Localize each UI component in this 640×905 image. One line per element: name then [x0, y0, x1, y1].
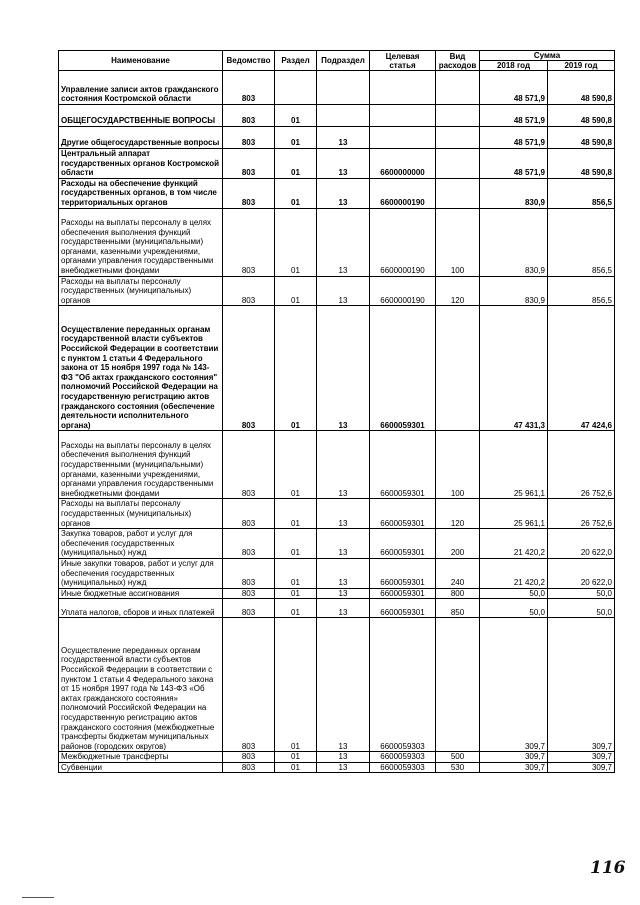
cell-target: 6600059301 [370, 306, 436, 431]
cell-name: ОБЩЕГОСУДАРСТВЕННЫЕ ВОПРОСЫ [59, 105, 223, 127]
table-row [59, 529, 615, 559]
cell-target [370, 127, 436, 149]
cell-target: 6600059301 [370, 588, 436, 599]
cell-expense-type: 200 [436, 529, 480, 559]
header-department: Ведомство [223, 51, 275, 71]
cell-section: 01 [275, 208, 317, 276]
cell-amount-2018: 47 431,3 [480, 306, 548, 431]
cell-target: 6600059301 [370, 431, 436, 499]
cell-subsection: 13 [317, 431, 370, 499]
cell-section: 01 [275, 618, 317, 752]
table-row [59, 71, 615, 105]
cell-amount-2018: 309,7 [480, 752, 548, 763]
cell-expense-type [436, 127, 480, 149]
table-row [59, 762, 615, 773]
cell-section: 01 [275, 599, 317, 618]
header-sum: Сумма [480, 51, 615, 61]
cell-amount-2019: 309,7 [548, 618, 615, 752]
table-body [59, 71, 615, 773]
cell-name: Расходы на выплаты персоналу государственных (муниципальных) органов [59, 276, 223, 306]
cell-department: 803 [223, 149, 275, 179]
cell-amount-2018: 48 571,9 [480, 71, 548, 105]
table-row [59, 105, 615, 127]
cell-amount-2018: 25 961,1 [480, 431, 548, 499]
cell-amount-2019: 26 752,6 [548, 431, 615, 499]
cell-expense-type: 120 [436, 276, 480, 306]
cell-target [370, 71, 436, 105]
header-subsection: Подраздел [317, 51, 370, 71]
cell-subsection: 13 [317, 762, 370, 773]
cell-expense-type: 850 [436, 599, 480, 618]
cell-section: 01 [275, 178, 317, 208]
cell-amount-2019: 856,5 [548, 208, 615, 276]
cell-name: Уплата налогов, сборов и иных платежей [59, 599, 223, 618]
cell-department: 803 [223, 558, 275, 588]
cell-expense-type [436, 71, 480, 105]
cell-subsection: 13 [317, 149, 370, 179]
cell-subsection: 13 [317, 499, 370, 529]
cell-department: 803 [223, 588, 275, 599]
cell-name: Расходы на обеспечение функций государственных органов, в том числе территориальных органов [59, 178, 223, 208]
cell-name: Расходы на выплаты персоналу государственных (муниципальных) органов [59, 499, 223, 529]
cell-name: Субвенции [59, 762, 223, 773]
cell-section: 01 [275, 276, 317, 306]
cell-section: 01 [275, 762, 317, 773]
cell-amount-2019: 48 590,8 [548, 71, 615, 105]
header-year-2019: 2019 год [548, 61, 615, 71]
cell-expense-type: 100 [436, 431, 480, 499]
cell-expense-type: 120 [436, 499, 480, 529]
cell-expense-type: 100 [436, 208, 480, 276]
cell-subsection: 13 [317, 588, 370, 599]
cell-section: 01 [275, 127, 317, 149]
cell-expense-type [436, 618, 480, 752]
header-year-2018: 2018 год [480, 61, 548, 71]
cell-target: 6600059303 [370, 752, 436, 763]
table-row [59, 599, 615, 618]
cell-expense-type: 240 [436, 558, 480, 588]
cell-expense-type [436, 105, 480, 127]
cell-name: Расходы на выплаты персоналу в целях обеспечения выполнения функций государственными (муниципальными) органами, казенными учреждениями, органами управления государственными внебюджетными фондами [59, 431, 223, 499]
cell-subsection: 13 [317, 599, 370, 618]
cell-section: 01 [275, 529, 317, 559]
cell-subsection: 13 [317, 306, 370, 431]
cell-name: Закупка товаров, работ и услуг для обеспечения государственных (муниципальных) нужд [59, 529, 223, 559]
cell-section: 01 [275, 499, 317, 529]
cell-expense-type: 530 [436, 762, 480, 773]
cell-amount-2018: 309,7 [480, 762, 548, 773]
cell-department: 803 [223, 752, 275, 763]
cell-section [275, 71, 317, 105]
cell-section: 01 [275, 588, 317, 599]
cell-target: 6600000000 [370, 149, 436, 179]
cell-subsection: 13 [317, 127, 370, 149]
cell-department: 803 [223, 762, 275, 773]
cell-amount-2018: 48 571,9 [480, 149, 548, 179]
cell-amount-2018: 309,7 [480, 618, 548, 752]
cell-section: 01 [275, 752, 317, 763]
cell-subsection: 13 [317, 276, 370, 306]
cell-subsection [317, 105, 370, 127]
table-row [59, 558, 615, 588]
table-row [59, 208, 615, 276]
cell-amount-2018: 50,0 [480, 588, 548, 599]
cell-department: 803 [223, 306, 275, 431]
cell-department: 803 [223, 529, 275, 559]
cell-amount-2019: 309,7 [548, 752, 615, 763]
table-row [59, 127, 615, 149]
cell-amount-2019: 48 590,8 [548, 149, 615, 179]
cell-department: 803 [223, 105, 275, 127]
cell-amount-2018: 48 571,9 [480, 105, 548, 127]
table-row [59, 618, 615, 752]
table-row [59, 752, 615, 763]
table-row [59, 499, 615, 529]
cell-name: Иные бюджетные ассигнования [59, 588, 223, 599]
cell-amount-2018: 830,9 [480, 178, 548, 208]
cell-amount-2019: 20 622,0 [548, 529, 615, 559]
cell-section: 01 [275, 306, 317, 431]
cell-name: Центральный аппарат государственных органов Костромской области [59, 149, 223, 179]
table-row [59, 306, 615, 431]
cell-section: 01 [275, 558, 317, 588]
cell-amount-2019: 856,5 [548, 276, 615, 306]
cell-department: 803 [223, 599, 275, 618]
cell-target: 6600059303 [370, 762, 436, 773]
cell-target: 6600059301 [370, 599, 436, 618]
cell-amount-2018: 21 420,2 [480, 529, 548, 559]
cell-amount-2018: 25 961,1 [480, 499, 548, 529]
cell-department: 803 [223, 618, 275, 752]
header-name: Наименование [59, 51, 223, 71]
header-section: Раздел [275, 51, 317, 71]
cell-department: 803 [223, 71, 275, 105]
cell-amount-2019: 50,0 [548, 588, 615, 599]
cell-amount-2019: 50,0 [548, 599, 615, 618]
cell-expense-type: 800 [436, 588, 480, 599]
footer-line [22, 897, 54, 898]
cell-target [370, 105, 436, 127]
cell-subsection: 13 [317, 208, 370, 276]
cell-target: 6600000190 [370, 208, 436, 276]
cell-amount-2018: 48 571,9 [480, 127, 548, 149]
cell-amount-2019: 856,5 [548, 178, 615, 208]
header-expense-type: Вид расходов [436, 51, 480, 71]
cell-amount-2018: 830,9 [480, 276, 548, 306]
cell-amount-2019: 48 590,8 [548, 127, 615, 149]
cell-subsection: 13 [317, 529, 370, 559]
cell-department: 803 [223, 127, 275, 149]
cell-name: Расходы на выплаты персоналу в целях обеспечения выполнения функций государственными (муниципальными) органами, казенными учреждениями, органами управления государственными внебюджетными фондами [59, 208, 223, 276]
cell-department: 803 [223, 208, 275, 276]
table-row [59, 276, 615, 306]
cell-subsection: 13 [317, 618, 370, 752]
table-row [59, 178, 615, 208]
cell-expense-type: 500 [436, 752, 480, 763]
cell-amount-2018: 21 420,2 [480, 558, 548, 588]
cell-amount-2018: 50,0 [480, 599, 548, 618]
cell-amount-2019: 47 424,6 [548, 306, 615, 431]
header-target: Целевая статья [370, 51, 436, 71]
page-number: 116 [590, 858, 626, 878]
cell-department: 803 [223, 431, 275, 499]
cell-name: Другие общегосударственные вопросы [59, 127, 223, 149]
cell-name: Управление записи актов гражданского состояния Костромской области [59, 71, 223, 105]
cell-expense-type [436, 306, 480, 431]
cell-amount-2018: 830,9 [480, 208, 548, 276]
cell-subsection: 13 [317, 178, 370, 208]
cell-expense-type [436, 178, 480, 208]
cell-department: 803 [223, 178, 275, 208]
cell-section: 01 [275, 431, 317, 499]
cell-section: 01 [275, 149, 317, 179]
cell-subsection [317, 71, 370, 105]
budget-table [58, 50, 615, 773]
cell-amount-2019: 48 590,8 [548, 105, 615, 127]
cell-subsection: 13 [317, 558, 370, 588]
cell-name: Иные закупки товаров, работ и услуг для обеспечения государственных (муниципальных) нужд [59, 558, 223, 588]
table-row [59, 588, 615, 599]
cell-target: 6600000190 [370, 276, 436, 306]
cell-target: 6600059301 [370, 499, 436, 529]
cell-name: Межбюджетные трансферты [59, 752, 223, 763]
cell-subsection: 13 [317, 752, 370, 763]
table-row [59, 149, 615, 179]
cell-department: 803 [223, 499, 275, 529]
cell-department: 803 [223, 276, 275, 306]
cell-amount-2019: 26 752,6 [548, 499, 615, 529]
cell-amount-2019: 20 622,0 [548, 558, 615, 588]
cell-name: Осуществление переданных органам государственной власти субъектов Российской Федерации в соответствии с пунктом 1 статьи 4 Федерального закона от 15 ноября 1997 года № 143-ФЗ "Об актах гражданского состояния" полномочий Российской Федерации на государственную регистрацию актов гражданского состояния (обеспечение деятельности исполнительного органа) [59, 306, 223, 431]
cell-name: Осуществление переданных органам государственной власти субъектов Российской Федерации в соответствии с пунктом 1 статьи 4 Федерального закона от 15 ноября 1997 года № 143-ФЗ «Об актах гражданского состояния» полномочий Российской Федерации на государственную регистрацию актов гражданского состояния (межбюджетные трансферты бюджетам муниципальных районов (городских округов) [59, 618, 223, 752]
table-row [59, 431, 615, 499]
cell-target: 6600000190 [370, 178, 436, 208]
cell-target: 6600059301 [370, 529, 436, 559]
cell-target: 6600059301 [370, 558, 436, 588]
cell-expense-type [436, 149, 480, 179]
cell-target: 6600059303 [370, 618, 436, 752]
cell-section: 01 [275, 105, 317, 127]
cell-amount-2019: 309,7 [548, 762, 615, 773]
